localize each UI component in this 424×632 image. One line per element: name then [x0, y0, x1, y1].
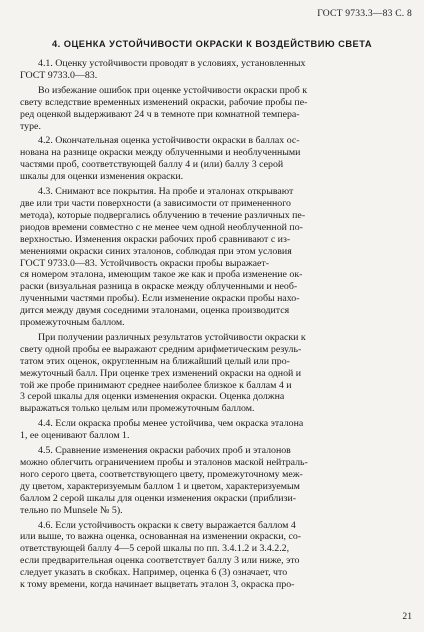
paragraph [20, 418, 412, 442]
text-line: менениями окраски синих эталонов, соблюдая при этом условия [20, 245, 292, 257]
text-line: 4.4. Если окраска пробы менее устойчива, чем окраска эталона [38, 418, 304, 430]
text-line: 4.2. Окончательная оценка устойчивости окраски в баллах ос- [38, 135, 300, 147]
text-line: ГОСТ 9733.0—83. [20, 69, 98, 81]
text-line: раски (визуальная разница в окраске между облученными и необ- [20, 281, 298, 293]
text-line: риодов времени совместно с не менее чем одной необлученной по- [20, 221, 303, 233]
text-line: ред оценкой выдерживают 24 ч в темноте при комнатной темпера- [20, 108, 300, 120]
text-line: верхностью. Изменения окраски рабочих проб сравнивают с из- [20, 233, 291, 245]
paragraph [20, 58, 412, 82]
text-line: той же пробе принимают среднее наиболее близкое к баллам 4 и [20, 379, 292, 391]
page-number: 21 [402, 611, 412, 622]
text-line: 4.6. Если устойчивость окраски к свету выражается баллом 4 [38, 519, 296, 531]
text-line: ся номером эталона, имеющим такое же как и проба изменение ок- [20, 269, 303, 281]
text-line: две или три части поверхности (а зависимости от примененного [20, 197, 291, 209]
page-header: ГОСТ 9733.3—83 С. 8 [317, 8, 412, 19]
text-line: ГОСТ 9733.0—83. Устойчивость окраски пробы выражает- [20, 257, 270, 269]
paragraph [20, 186, 412, 329]
text-line: ответствующей баллу 4—5 серой шкалы по пп. 3.4.1.2 и 3.4.2.2, [20, 543, 290, 555]
text-line: 4.3. Снимают все покрытия. На пробе и эталонах открывают [38, 186, 294, 198]
text-line: нована на разнице окраски между облученными и необлученными [20, 147, 301, 159]
text-line: 4.5. Сравнение изменения окраски рабочих проб и эталонов [38, 445, 291, 457]
paragraph [20, 520, 412, 591]
text-line: 1, ее оценивают баллом 1. [20, 430, 130, 442]
text-line: промежуточным баллом. [20, 317, 125, 329]
text-line: метода), которые подвергались облучению в течение различных пе- [20, 209, 306, 221]
text-line: 3 серой шкалы для оценки изменения окраски. Оценка должна [20, 391, 285, 403]
text-line: тельно по Munsele № 5). [20, 504, 123, 516]
text-line: ного серого цвета, соответствующего цвету, промежуточному меж- [20, 468, 303, 480]
paragraph [20, 332, 412, 415]
section-title: 4. ОЦЕНКА УСТОЙЧИВОСТИ ОКРАСКИ К ВОЗДЕЙСТВИЮ СВЕТА [51, 39, 373, 49]
text-line: При получении различных результатов устойчивости окраски к [38, 331, 306, 343]
text-line: к тому времени, когда начинает выцветать эталон 3, окраска про- [20, 579, 295, 591]
text-line: свету вследствие временных изменений окраски, рабочие пробы пе- [20, 96, 308, 108]
text-line: если предварительная оценка соответствует баллу 3 или ниже, это [20, 555, 300, 567]
text-line: баллом 2 серой шкалы для оценки изменения окраски (приблизи- [20, 492, 297, 504]
text-line: частями проб, соответствующей баллу 4 и (или) баллу 3 серой [20, 159, 284, 171]
text-line: татом этих оценок, округленным на ближайший целый или про- [20, 355, 290, 367]
text-line: можно облегчить ограничением пробы и эталонов маской нейтраль- [20, 457, 308, 468]
text-line: выражаться только целым или промежуточным баллом. [20, 403, 255, 415]
text-line: межуточный балл. При оценке трех изменений окраски на одной и [20, 367, 302, 379]
paragraph [20, 135, 412, 183]
text-line: или выше, то важна оценка, основанная на изменении окраски, со- [20, 531, 302, 543]
text-line: лученными частями пробы). Если изменение окраски пробы нахо- [20, 293, 300, 305]
text-line: туре. [20, 120, 41, 132]
text-line: шкалы для оценки изменения окраски. [20, 171, 184, 183]
text-line: свету одной пробы ее выражают средним арифметическим резуль- [20, 343, 302, 355]
text-line: дится между двумя соседними эталонами, оценка производится [20, 305, 290, 317]
text-line: 4.1. Оценку устойчивости проводят в условиях, установленных [38, 58, 306, 69]
paragraph [20, 445, 412, 516]
text-line: следует указать в скобках. Например, оценка 6 (3) означает, что [20, 567, 288, 579]
text-line: ду цветом, характеризуемым баллом 1 и цветом, характеризуемым [20, 480, 300, 492]
text-line: Во избежание ошибок при оценке устойчивости окраски проб к [38, 84, 308, 96]
paragraph [20, 85, 412, 133]
document-body [20, 58, 412, 594]
